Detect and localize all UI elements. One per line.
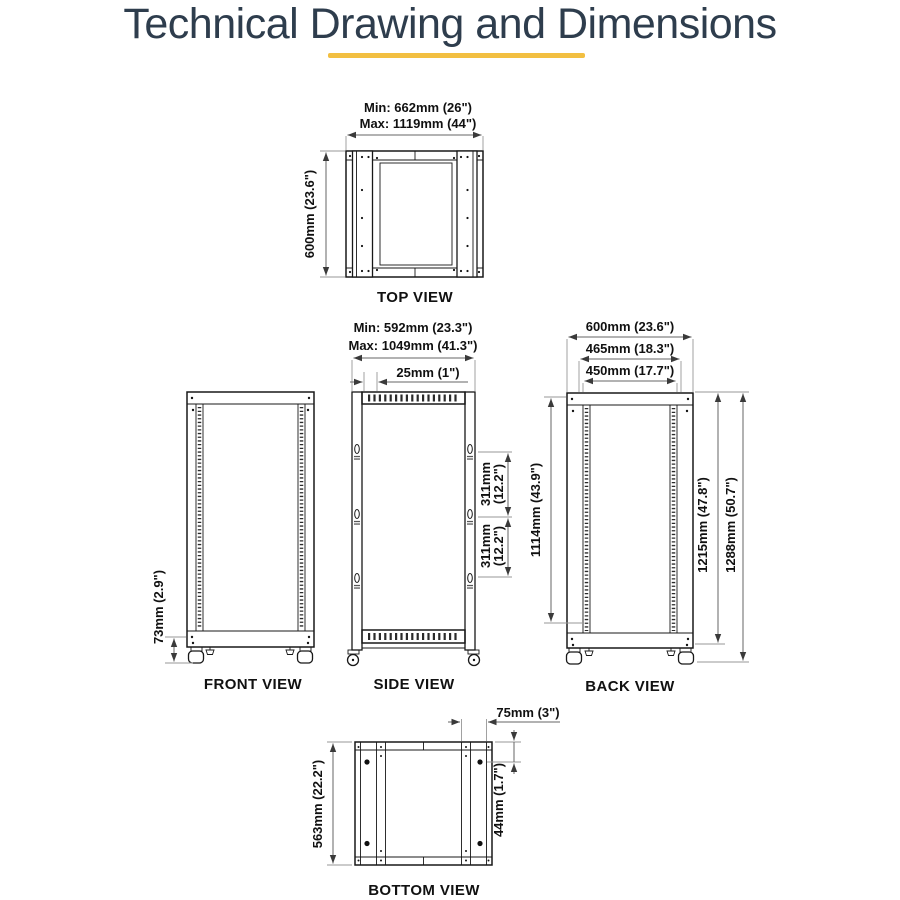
front-view-drawing	[151, 392, 314, 693]
top-view-dimensions	[302, 100, 483, 277]
front-caster-height-dim-label: 73mm (2.9")	[151, 569, 166, 645]
bottom-view-left-rail	[361, 742, 386, 865]
side-lower-slot-spacing-value: 311mm	[478, 523, 493, 569]
back-usable-height-dim-label: 1114mm (43.9")	[528, 462, 543, 558]
top-view-drawing	[302, 100, 483, 306]
bottom-view-frame	[355, 742, 492, 865]
front-right-leveling-foot	[286, 647, 294, 655]
back-right-leveling-foot	[667, 648, 675, 656]
back-view-drawing	[528, 319, 749, 695]
front-view-screw-dots	[191, 397, 310, 644]
front-left-leveling-foot	[206, 647, 214, 655]
bottom-rail-width-dim-label: 75mm (3")	[496, 705, 560, 720]
back-view-right-rail	[670, 405, 677, 633]
top-max-width-dim-label: Max: 1119mm (44")	[359, 116, 477, 131]
back-view-left-rail	[583, 405, 590, 633]
side-view-dimensions-top	[348, 320, 477, 391]
bottom-view-title: BOTTOM VIEW	[368, 882, 480, 899]
back-view-frame	[567, 393, 694, 664]
front-view-left-rail	[196, 404, 203, 631]
bottom-hole-offset-dim-label: 44mm (1.7")	[491, 762, 506, 838]
back-frame-height-dim-label: 1215mm (47.8")	[695, 477, 710, 573]
side-max-depth-dim-label: Max: 1049mm (41.3")	[348, 338, 478, 353]
side-view-keyhole-slots	[354, 445, 473, 589]
top-view-left-rail	[353, 151, 373, 277]
front-right-caster	[298, 647, 313, 663]
side-min-depth-dim-label: Min: 592mm (23.3")	[353, 320, 473, 335]
side-right-caster	[468, 650, 480, 666]
back-view-dimensions-top	[567, 319, 693, 392]
top-view-title: TOP VIEW	[377, 289, 453, 306]
back-total-height-dim-label: 1288mm (50.7")	[723, 477, 738, 573]
top-depth-dim-label: 600mm (23.6")	[302, 169, 317, 259]
bottom-view-drawing	[310, 705, 560, 899]
side-lower-slot-spacing-inches: (12.2")	[491, 525, 506, 567]
side-upper-slot-spacing-value: 311mm	[478, 461, 493, 507]
bottom-rail-depth-dim-label: 563mm (22.2")	[310, 759, 325, 849]
front-view-frame	[187, 392, 314, 663]
back-view-dimensions-sides	[528, 392, 749, 662]
side-front-offset-dim-label: 25mm (1")	[396, 365, 460, 380]
bottom-view-screw-dots	[358, 746, 490, 862]
side-left-caster	[348, 650, 360, 666]
side-upper-slot-spacing-inches: (12.2")	[491, 463, 506, 505]
back-rail-inner-width-dim-label: 450mm (17.7")	[585, 363, 675, 378]
top-min-width-dim-label: Min: 662mm (26")	[363, 100, 473, 115]
side-view-frame	[348, 392, 480, 666]
back-left-caster	[567, 648, 582, 664]
side-view-title: SIDE VIEW	[373, 676, 455, 693]
bottom-view-dimensions-top	[448, 705, 560, 741]
back-view-screw-dots	[571, 398, 689, 646]
front-left-caster	[189, 647, 204, 663]
back-right-caster	[679, 648, 694, 664]
back-left-leveling-foot	[585, 648, 593, 656]
front-view-right-rail	[298, 404, 305, 631]
back-rail-outer-width-dim-label: 465mm (18.3")	[585, 341, 675, 356]
page-title: Technical Drawing and Dimensions	[123, 0, 777, 48]
side-view-dimensions-right	[478, 452, 512, 577]
side-view-drawing	[348, 320, 513, 693]
top-view-right-rail	[457, 151, 477, 277]
top-view-frame	[346, 151, 483, 277]
front-view-title: FRONT VIEW	[203, 676, 303, 693]
back-view-title: BACK VIEW	[585, 678, 675, 695]
bottom-view-right-rail	[462, 742, 487, 865]
back-outer-width-dim-label: 600mm (23.6")	[585, 319, 675, 334]
